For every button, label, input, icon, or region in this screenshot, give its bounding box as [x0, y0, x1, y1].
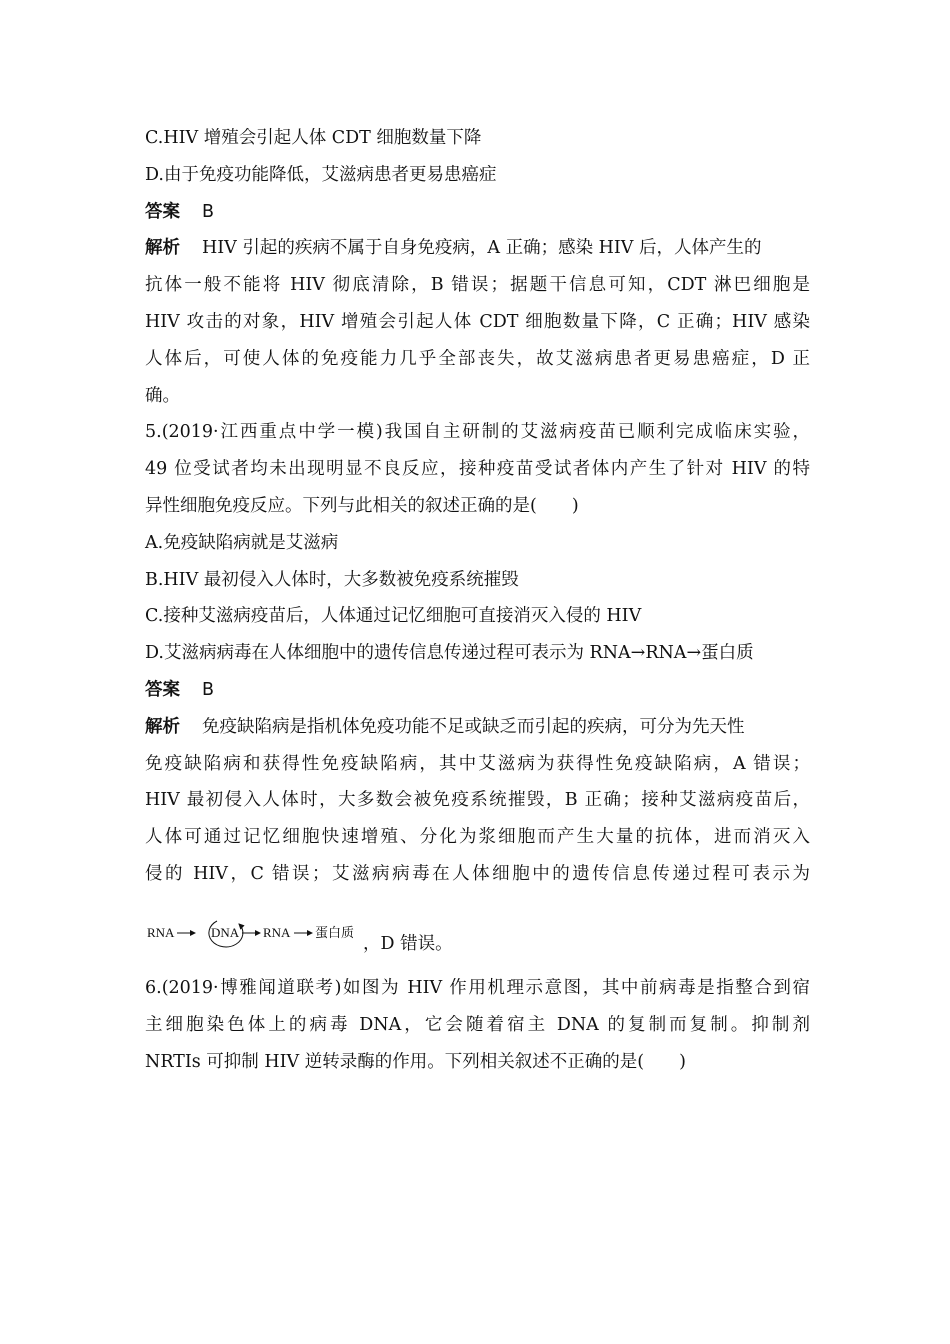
diagram-protein: 蛋白质 — [315, 925, 355, 940]
q4-option-c: C.HIV 增殖会引起人体 CDT 细胞数量下降 — [145, 128, 482, 148]
q6-stem-line-2: 主细胞染色体上的病毒 DNA，它会随着宿主 DNA 的复制而复制。抑制剂 — [145, 1015, 810, 1035]
diagram-rna-1: RNA — [147, 925, 175, 940]
q5-option-d: D.艾滋病病毒在人体细胞中的遗传信息传递过程可表示为 RNA→RNA→蛋白质 — [145, 643, 754, 663]
diagram-dna: DNA — [211, 925, 240, 940]
q5-analysis-line-2: 免疫缺陷病和获得性免疫缺陷病，其中艾滋病为获得性免疫缺陷病，A 错误； — [145, 754, 810, 774]
q4-analysis-label: 解析 — [145, 238, 180, 258]
q4-answer-value: B — [202, 202, 215, 222]
q5-option-a: A.免疫缺陷病就是艾滋病 — [145, 533, 339, 553]
q5-diagram-suffix: ，D 错误。 — [363, 934, 453, 954]
q5-analysis-text-1: 免疫缺陷病是指机体免疫功能不足或缺乏而引起的疾病，可分为先天性 — [202, 717, 745, 737]
q4-analysis-line-1 — [145, 236, 762, 260]
q5-stem-line-1: 5.(2019·江西重点中学一模)我国自主研制的艾滋病疫苗已顺利完成临床实验， — [145, 422, 810, 442]
q4-analysis-line-4: 人体后，可使人体的免疫能力几乎全部丧失，故艾滋病患者更易患癌症，D 正 — [145, 349, 810, 369]
q5-stem-line-2: 49 位受试者均未出现明显不良反应，接种疫苗受试者体内产生了针对 HIV 的特 — [145, 459, 810, 479]
q5-analysis-line-5: 侵的 HIV，C 错误；艾滋病病毒在人体细胞中的遗传信息传递过程可表示为 — [145, 864, 810, 884]
q4-option-d: D.由于免疫功能降低，艾滋病患者更易患癌症 — [145, 165, 497, 185]
q5-analysis-line-1 — [145, 715, 745, 739]
q5-analysis-label: 解析 — [145, 717, 180, 737]
q4-analysis-line-2: 抗体一般不能将 HIV 彻底清除，B 错误；据题干信息可知，CDT 淋巴细胞是 — [145, 275, 810, 295]
q5-answer — [145, 678, 214, 702]
q5-answer-value: B — [202, 680, 215, 700]
q4-answer — [145, 200, 214, 224]
q5-answer-label: 答案 — [145, 680, 180, 700]
q6-stem-line-3: NRTIs 可抑制 HIV 逆转录酶的作用。下列相关叙述不正确的是( ) — [145, 1052, 686, 1072]
q5-analysis-line-4: 人体可通过记忆细胞快速增殖、分化为浆细胞而产生大量的抗体，进而消灭入 — [145, 827, 810, 847]
q4-analysis-line-5: 确。 — [145, 386, 180, 406]
q4-answer-label: 答案 — [145, 202, 180, 222]
q5-analysis-line-3: HIV 最初侵入人体时，大多数会被免疫系统摧毁，B 正确；接种艾滋病疫苗后， — [145, 790, 810, 810]
q5-option-b: B.HIV 最初侵入人体时，大多数被免疫系统摧毁 — [145, 570, 519, 590]
diagram-rna-2: RNA — [263, 925, 291, 940]
q5-stem-line-3: 异性细胞免疫反应。下列与此相关的叙述正确的是( ) — [145, 496, 579, 516]
q4-analysis-text-1: HIV 引起的疾病不属于自身免疫病，A 正确；感染 HIV 后，人体产生的 — [202, 238, 762, 258]
q4-analysis-line-3: HIV 攻击的对象，HIV 增殖会引起人体 CDT 细胞数量下降，C 正确；HIV 感染 — [145, 312, 810, 332]
q5-option-c: C.接种艾滋病疫苗后，人体通过记忆细胞可直接消灭入侵的 HIV — [145, 606, 642, 626]
q6-stem-line-1: 6.(2019·博雅闻道联考)如图为 HIV 作用机理示意图，其中前病毒是指整合到宿 — [145, 978, 810, 998]
